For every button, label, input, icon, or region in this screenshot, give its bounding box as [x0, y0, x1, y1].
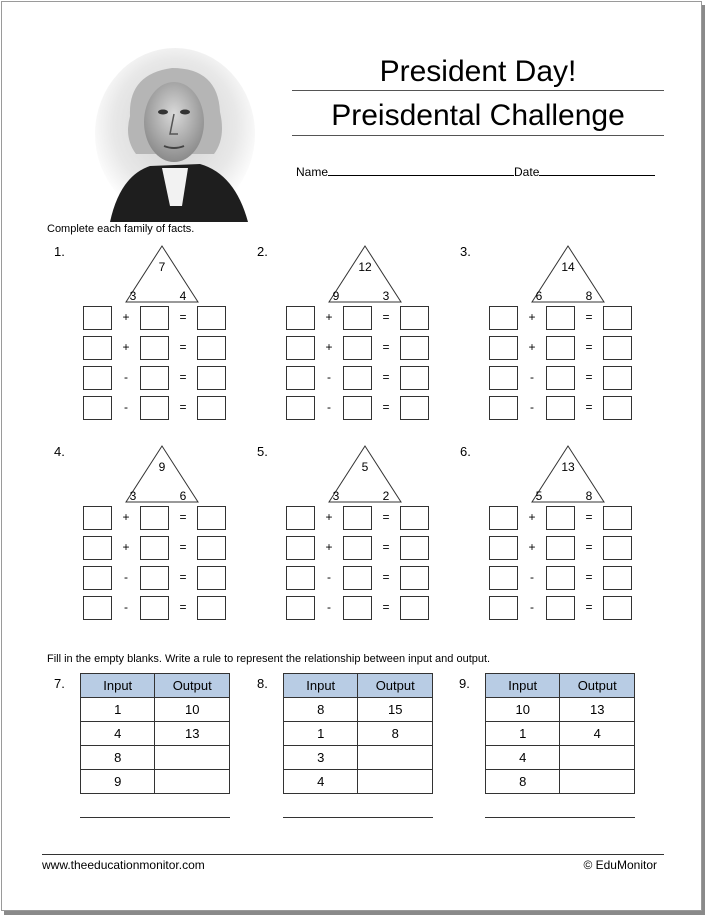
problem-number: 2. [257, 244, 268, 259]
answer-box[interactable] [400, 366, 429, 390]
table-cell[interactable] [358, 746, 433, 770]
answer-box[interactable] [343, 536, 372, 560]
fact-triangle [122, 446, 202, 504]
answer-box[interactable] [140, 366, 169, 390]
fact-family-1 [54, 244, 254, 424]
answer-box[interactable] [197, 536, 226, 560]
triangle-right-number: 8 [585, 289, 593, 303]
fact-family-4 [54, 444, 254, 624]
answer-box[interactable] [286, 336, 315, 360]
fact-triangle [325, 446, 405, 504]
table-cell: 1 [284, 722, 358, 746]
answer-box[interactable] [83, 506, 112, 530]
equals-sign: = [179, 310, 187, 324]
answer-box[interactable] [140, 536, 169, 560]
column-header: Output [155, 674, 230, 698]
answer-box[interactable] [400, 336, 429, 360]
equals-sign: = [585, 540, 593, 554]
table-cell: 10 [486, 698, 560, 722]
equals-sign: = [585, 510, 593, 524]
equals-sign: = [179, 510, 187, 524]
triangle-right-number: 3 [382, 289, 390, 303]
equals-sign: = [179, 370, 187, 384]
equals-sign: = [179, 340, 187, 354]
table-cell: 10 [155, 698, 230, 722]
equation-row [489, 306, 659, 332]
answer-box[interactable] [83, 536, 112, 560]
equals-sign: = [585, 400, 593, 414]
equals-sign: = [382, 540, 390, 554]
answer-box[interactable] [603, 396, 632, 420]
operator-sign: + [325, 310, 333, 324]
operator-sign: + [528, 510, 536, 524]
equation-row [83, 366, 253, 392]
operator-sign: - [530, 400, 534, 414]
equation-row [83, 336, 253, 362]
triangle-left-number: 3 [332, 489, 340, 503]
answer-box[interactable] [400, 596, 429, 620]
operator-sign: + [528, 310, 536, 324]
table-row [81, 698, 230, 722]
operator-sign: + [528, 340, 536, 354]
operator-sign: + [122, 310, 130, 324]
table-row [81, 770, 230, 794]
table-row [284, 722, 433, 746]
table-row [486, 770, 635, 794]
answer-box[interactable] [286, 306, 315, 330]
fact-family-instruction: Complete each family of facts. [47, 223, 195, 235]
table-cell: 3 [284, 746, 358, 770]
fact-family-2 [257, 244, 457, 424]
rule-answer-line[interactable] [485, 817, 635, 818]
name-field[interactable] [328, 165, 514, 176]
equals-sign: = [585, 310, 593, 324]
triangle-left-number: 3 [129, 489, 137, 503]
equation-row [489, 336, 659, 362]
equation-row [83, 536, 253, 562]
answer-box[interactable] [83, 396, 112, 420]
answer-box[interactable] [343, 336, 372, 360]
answer-box[interactable] [197, 566, 226, 590]
operator-sign: + [122, 510, 130, 524]
problem-number: 9. [459, 676, 470, 691]
equals-sign: = [382, 600, 390, 614]
triangle-left-number: 9 [332, 289, 340, 303]
equals-sign: = [382, 310, 390, 324]
problem-number: 8. [257, 676, 268, 691]
problem-number: 1. [54, 244, 65, 259]
equation-row [83, 566, 253, 592]
table-header-row [284, 674, 433, 698]
answer-box[interactable] [83, 366, 112, 390]
table-row [486, 698, 635, 722]
input-output-table [485, 673, 635, 794]
answer-box[interactable] [603, 506, 632, 530]
answer-box[interactable] [140, 396, 169, 420]
table-cell: 4 [560, 722, 635, 746]
equals-sign: = [585, 340, 593, 354]
operator-sign: + [122, 340, 130, 354]
answer-box[interactable] [286, 536, 315, 560]
triangle-top-number: 9 [158, 460, 166, 474]
rule-answer-line[interactable] [283, 817, 433, 818]
fact-triangle [528, 446, 608, 504]
answer-box[interactable] [343, 566, 372, 590]
triangle-right-number: 4 [179, 289, 187, 303]
equation-row [286, 506, 456, 532]
operator-sign: - [530, 600, 534, 614]
answer-box[interactable] [546, 536, 575, 560]
table-cell[interactable] [155, 770, 230, 794]
answer-box[interactable] [83, 306, 112, 330]
answer-box[interactable] [489, 306, 518, 330]
answer-box[interactable] [546, 306, 575, 330]
equals-sign: = [585, 600, 593, 614]
triangle-top-number: 14 [561, 260, 575, 274]
operator-sign: + [325, 540, 333, 554]
operator-sign: - [327, 370, 331, 384]
problem-number: 3. [460, 244, 471, 259]
column-header: Output [358, 674, 433, 698]
equation-row [489, 366, 659, 392]
table-cell: 1 [81, 698, 155, 722]
answer-box[interactable] [400, 306, 429, 330]
operator-sign: - [530, 570, 534, 584]
equals-sign: = [179, 540, 187, 554]
operator-sign: + [528, 540, 536, 554]
equals-sign: = [382, 340, 390, 354]
table-header-row [486, 674, 635, 698]
operator-sign: - [124, 570, 128, 584]
operator-sign: - [327, 400, 331, 414]
answer-box[interactable] [546, 506, 575, 530]
answer-box[interactable] [83, 336, 112, 360]
table-header-row [81, 674, 230, 698]
equation-row [286, 596, 456, 622]
table-cell: 13 [560, 698, 635, 722]
answer-box[interactable] [400, 536, 429, 560]
answer-box[interactable] [343, 506, 372, 530]
triangle-left-number: 3 [129, 289, 137, 303]
footer-divider [42, 854, 664, 855]
answer-box[interactable] [546, 366, 575, 390]
equation-row [286, 306, 456, 332]
table-row [486, 746, 635, 770]
answer-box[interactable] [140, 306, 169, 330]
triangle-left-number: 5 [535, 489, 543, 503]
table-row [81, 722, 230, 746]
answer-box[interactable] [83, 596, 112, 620]
equation-row [489, 536, 659, 562]
answer-box[interactable] [400, 506, 429, 530]
problem-number: 7. [54, 676, 65, 691]
answer-box[interactable] [286, 596, 315, 620]
answer-box[interactable] [489, 566, 518, 590]
fact-triangle [528, 246, 608, 304]
table-row [284, 770, 433, 794]
answer-box[interactable] [197, 596, 226, 620]
input-output-table [283, 673, 433, 794]
answer-box[interactable] [286, 396, 315, 420]
table-row [284, 698, 433, 722]
equation-row [286, 566, 456, 592]
triangle-top-number: 13 [561, 460, 575, 474]
table-cell[interactable] [358, 770, 433, 794]
triangle-top-number: 5 [361, 460, 369, 474]
answer-box[interactable] [286, 566, 315, 590]
answer-box[interactable] [603, 596, 632, 620]
answer-box[interactable] [489, 336, 518, 360]
answer-box[interactable] [343, 366, 372, 390]
equation-row [489, 396, 659, 422]
column-header: Input [486, 674, 560, 698]
answer-box[interactable] [489, 506, 518, 530]
fact-triangle [122, 246, 202, 304]
answer-box[interactable] [197, 336, 226, 360]
answer-box[interactable] [140, 336, 169, 360]
equation-row [489, 506, 659, 532]
equation-row [83, 506, 253, 532]
equation-row [83, 306, 253, 332]
triangle-left-number: 6 [535, 289, 543, 303]
washington-portrait-image [90, 46, 260, 222]
operator-sign: - [124, 400, 128, 414]
answer-box[interactable] [603, 366, 632, 390]
equation-row [489, 566, 659, 592]
column-header: Input [284, 674, 358, 698]
operator-sign: - [327, 600, 331, 614]
fact-family-6 [460, 444, 660, 624]
equals-sign: = [179, 600, 187, 614]
table-cell: 8 [486, 770, 560, 794]
answer-box[interactable] [489, 596, 518, 620]
answer-box[interactable] [546, 336, 575, 360]
triangle-top-number: 7 [158, 260, 166, 274]
answer-box[interactable] [489, 536, 518, 560]
table-cell: 8 [284, 698, 358, 722]
answer-box[interactable] [140, 506, 169, 530]
answer-box[interactable] [140, 566, 169, 590]
equals-sign: = [179, 400, 187, 414]
problem-number: 4. [54, 444, 65, 459]
equation-row [83, 396, 253, 422]
date-field[interactable] [539, 165, 655, 176]
column-header: Input [81, 674, 155, 698]
answer-box[interactable] [343, 596, 372, 620]
input-output-instruction: Fill in the empty blanks. Write a rule to represent the relationship between input and output. [47, 653, 491, 665]
operator-sign: + [325, 340, 333, 354]
table-cell: 1 [486, 722, 560, 746]
answer-box[interactable] [140, 596, 169, 620]
answer-box[interactable] [489, 396, 518, 420]
operator-sign: - [327, 570, 331, 584]
answer-box[interactable] [603, 536, 632, 560]
fact-family-3 [460, 244, 660, 424]
answer-box[interactable] [546, 396, 575, 420]
problem-number: 6. [460, 444, 471, 459]
equals-sign: = [585, 570, 593, 584]
table-row [486, 722, 635, 746]
name-label: Name [296, 165, 329, 179]
table-cell: 9 [81, 770, 155, 794]
answer-box[interactable] [83, 566, 112, 590]
equation-row [489, 596, 659, 622]
answer-box[interactable] [197, 506, 226, 530]
triangle-top-number: 12 [358, 260, 372, 274]
answer-box[interactable] [603, 566, 632, 590]
triangle-right-number: 6 [179, 489, 187, 503]
footer-website: www.theeducationmonitor.com [42, 858, 205, 872]
equation-row [286, 396, 456, 422]
table-cell: 8 [81, 746, 155, 770]
worksheet-page [1, 1, 702, 911]
table-row [81, 746, 230, 770]
triangle-right-number: 8 [585, 489, 593, 503]
answer-box[interactable] [197, 306, 226, 330]
table-cell[interactable] [560, 746, 635, 770]
answer-box[interactable] [286, 366, 315, 390]
equation-row [286, 536, 456, 562]
worksheet-title: President Day! [292, 54, 664, 91]
operator-sign: + [325, 510, 333, 524]
table-cell: 4 [284, 770, 358, 794]
table-cell: 13 [155, 722, 230, 746]
answer-box[interactable] [343, 396, 372, 420]
worksheet-subtitle: Preisdental Challenge [292, 98, 664, 136]
answer-box[interactable] [197, 396, 226, 420]
equals-sign: = [382, 400, 390, 414]
operator-sign: - [124, 600, 128, 614]
date-label: Date [514, 165, 540, 179]
answer-box[interactable] [343, 306, 372, 330]
answer-box[interactable] [603, 336, 632, 360]
table-cell[interactable] [155, 746, 230, 770]
answer-box[interactable] [603, 306, 632, 330]
table-cell: 4 [81, 722, 155, 746]
answer-box[interactable] [197, 366, 226, 390]
operator-sign: + [122, 540, 130, 554]
triangle-right-number: 2 [382, 489, 390, 503]
problem-number: 5. [257, 444, 268, 459]
operator-sign: - [530, 370, 534, 384]
table-cell: 15 [358, 698, 433, 722]
equation-row [83, 596, 253, 622]
answer-box[interactable] [489, 366, 518, 390]
answer-box[interactable] [546, 596, 575, 620]
table-cell: 8 [358, 722, 433, 746]
answer-box[interactable] [546, 566, 575, 590]
input-output-table [80, 673, 230, 794]
equals-sign: = [585, 370, 593, 384]
name-date-row [296, 165, 655, 179]
equation-row [286, 336, 456, 362]
rule-answer-line[interactable] [80, 817, 230, 818]
equation-row [286, 366, 456, 392]
equals-sign: = [179, 570, 187, 584]
equals-sign: = [382, 370, 390, 384]
table-cell[interactable] [560, 770, 635, 794]
footer-copyright: © EduMonitor [583, 858, 657, 872]
answer-box[interactable] [400, 566, 429, 590]
table-cell: 4 [486, 746, 560, 770]
equals-sign: = [382, 570, 390, 584]
column-header: Output [560, 674, 635, 698]
answer-box[interactable] [400, 396, 429, 420]
operator-sign: - [124, 370, 128, 384]
equals-sign: = [382, 510, 390, 524]
table-row [284, 746, 433, 770]
fact-family-5 [257, 444, 457, 624]
answer-box[interactable] [286, 506, 315, 530]
fact-triangle [325, 246, 405, 304]
